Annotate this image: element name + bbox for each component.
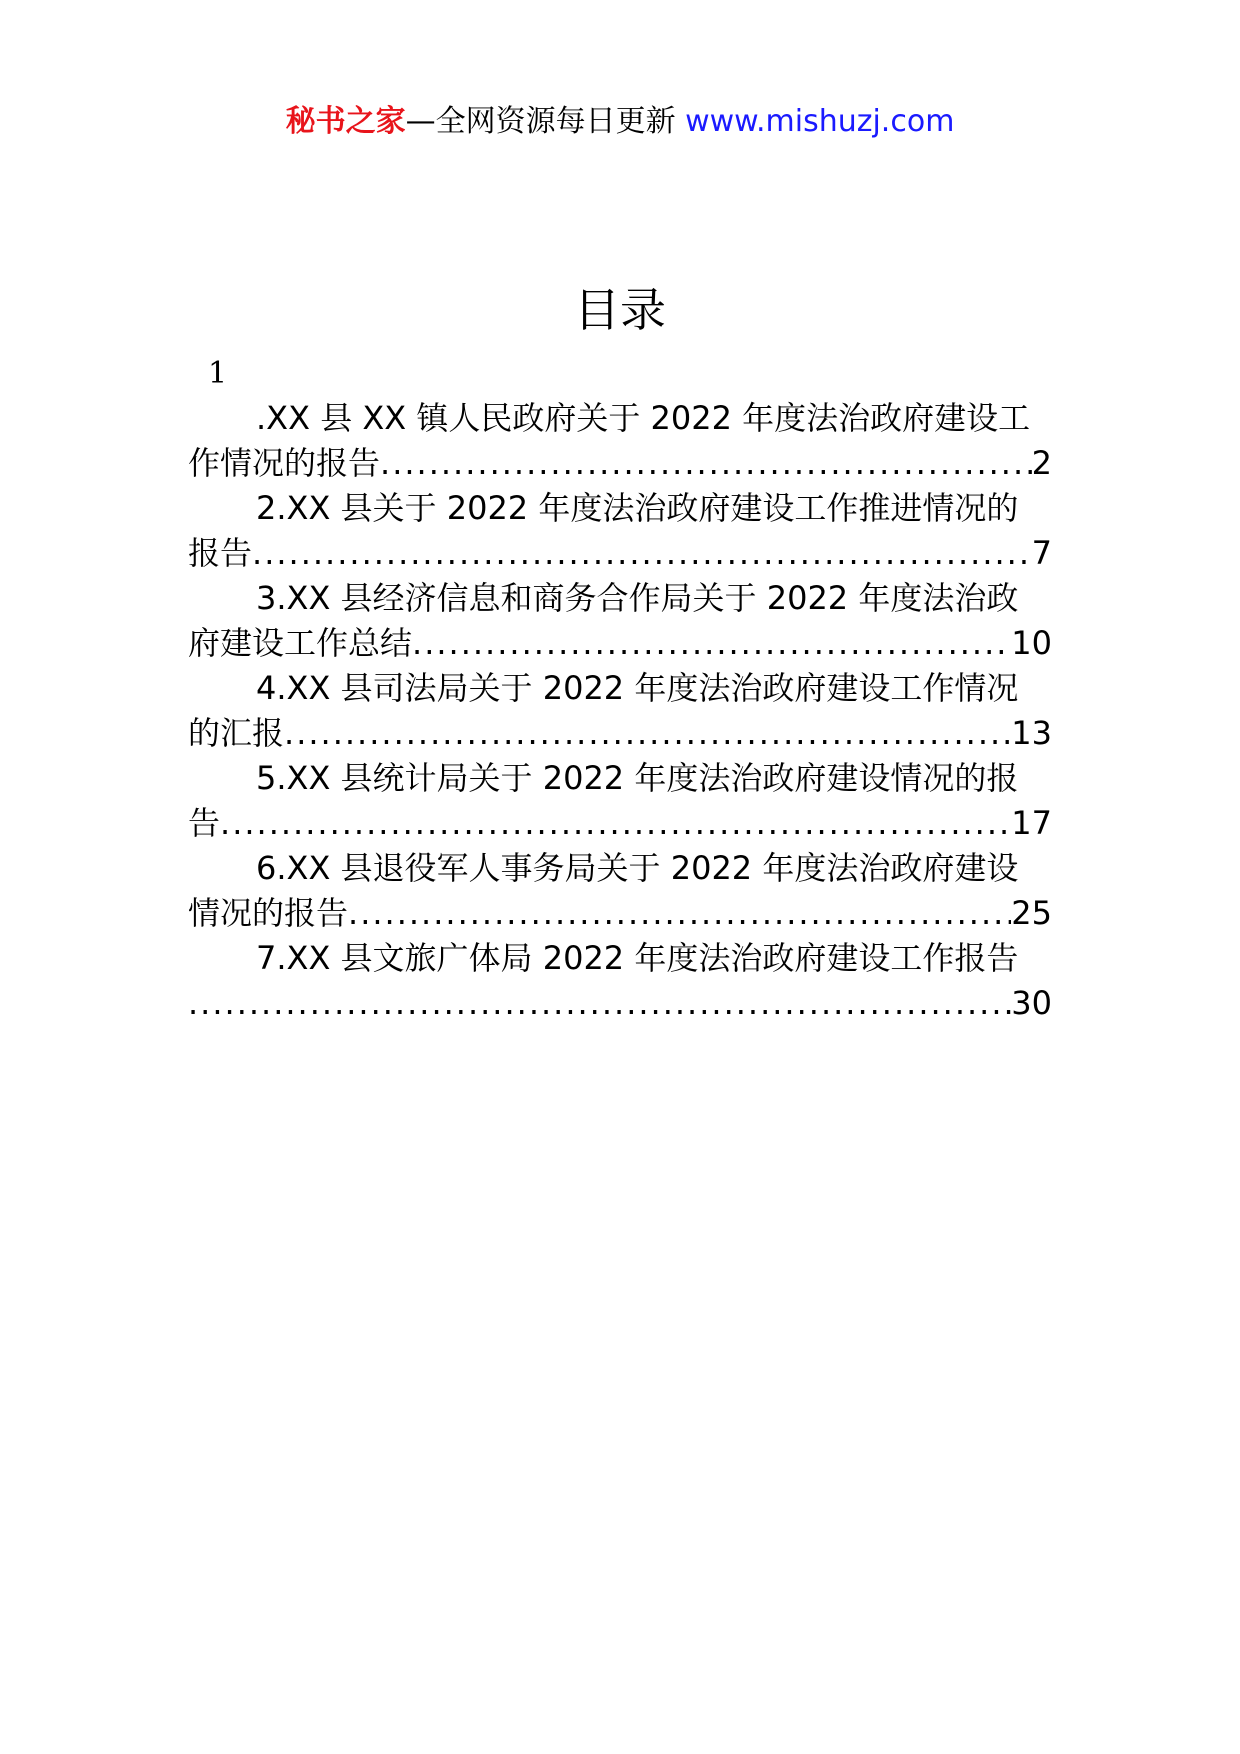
toc-entry-title: 4.XX 县司法局关于 2022 年度法治政府建设工作情况 — [256, 669, 1019, 707]
page-title: 目录 — [574, 283, 666, 337]
toc-entry-title-cont: 情况的报告 — [188, 894, 349, 932]
toc-entry[interactable] — [188, 576, 1052, 666]
toc-entry-title: 3.XX 县经济信息和商务合作局关于 2022 年度法治政 — [256, 579, 1019, 617]
toc-page-number: 10 — [1011, 624, 1052, 662]
header-brand: 秘书之家 — [285, 104, 406, 139]
dot-leader — [412, 621, 1011, 666]
toc-entry-title-cont: 告 — [188, 804, 221, 842]
toc-page-number: 2 — [1031, 444, 1052, 482]
toc-entry-title-cont: 的汇报 — [188, 714, 285, 752]
dot-leader — [348, 891, 1011, 936]
toc-page-number: 17 — [1011, 804, 1052, 842]
page-header — [0, 100, 1240, 144]
dot-leader — [252, 531, 1032, 576]
stray-number: 1 — [208, 356, 228, 391]
dot-leader — [188, 981, 1011, 1026]
toc-entry-title: 5.XX 县统计局关于 2022 年度法治政府建设情况的报 — [256, 759, 1019, 797]
toc-entry-title-cont: 府建设工作总结 — [188, 624, 413, 662]
toc-entry[interactable] — [188, 756, 1052, 846]
header-slogan: —全网资源每日更新 — [405, 104, 676, 139]
toc-page-number: 25 — [1011, 894, 1052, 932]
table-of-contents — [188, 396, 1052, 1026]
toc-entry-title: .XX 县 XX 镇人民政府关于 2022 年度法治政府建设工 — [256, 399, 1031, 437]
toc-entry[interactable] — [188, 936, 1052, 1026]
header-site-link[interactable]: www.mishuzj.com — [675, 104, 955, 139]
toc-entry-title: 6.XX 县退役军人事务局关于 2022 年度法治政府建设 — [256, 849, 1019, 887]
dot-leader — [220, 801, 1011, 846]
dot-leader — [284, 711, 1011, 756]
toc-page-number: 13 — [1011, 714, 1052, 752]
toc-entry-title: 7.XX 县文旅广体局 2022 年度法治政府建设工作报告 — [256, 939, 1019, 977]
toc-page-number: 7 — [1031, 534, 1052, 572]
dot-leader — [380, 441, 1032, 486]
toc-entry-title: 2.XX 县关于 2022 年度法治政府建设工作推进情况的 — [256, 489, 1019, 527]
toc-page-number: 30 — [1011, 984, 1052, 1022]
toc-entry[interactable] — [188, 846, 1052, 936]
toc-entry-title-cont: 报告 — [188, 534, 253, 572]
toc-entry[interactable] — [188, 666, 1052, 756]
toc-entry-title-cont: 作情况的报告 — [188, 444, 381, 482]
toc-entry[interactable] — [188, 486, 1052, 576]
toc-entry[interactable] — [188, 396, 1052, 486]
